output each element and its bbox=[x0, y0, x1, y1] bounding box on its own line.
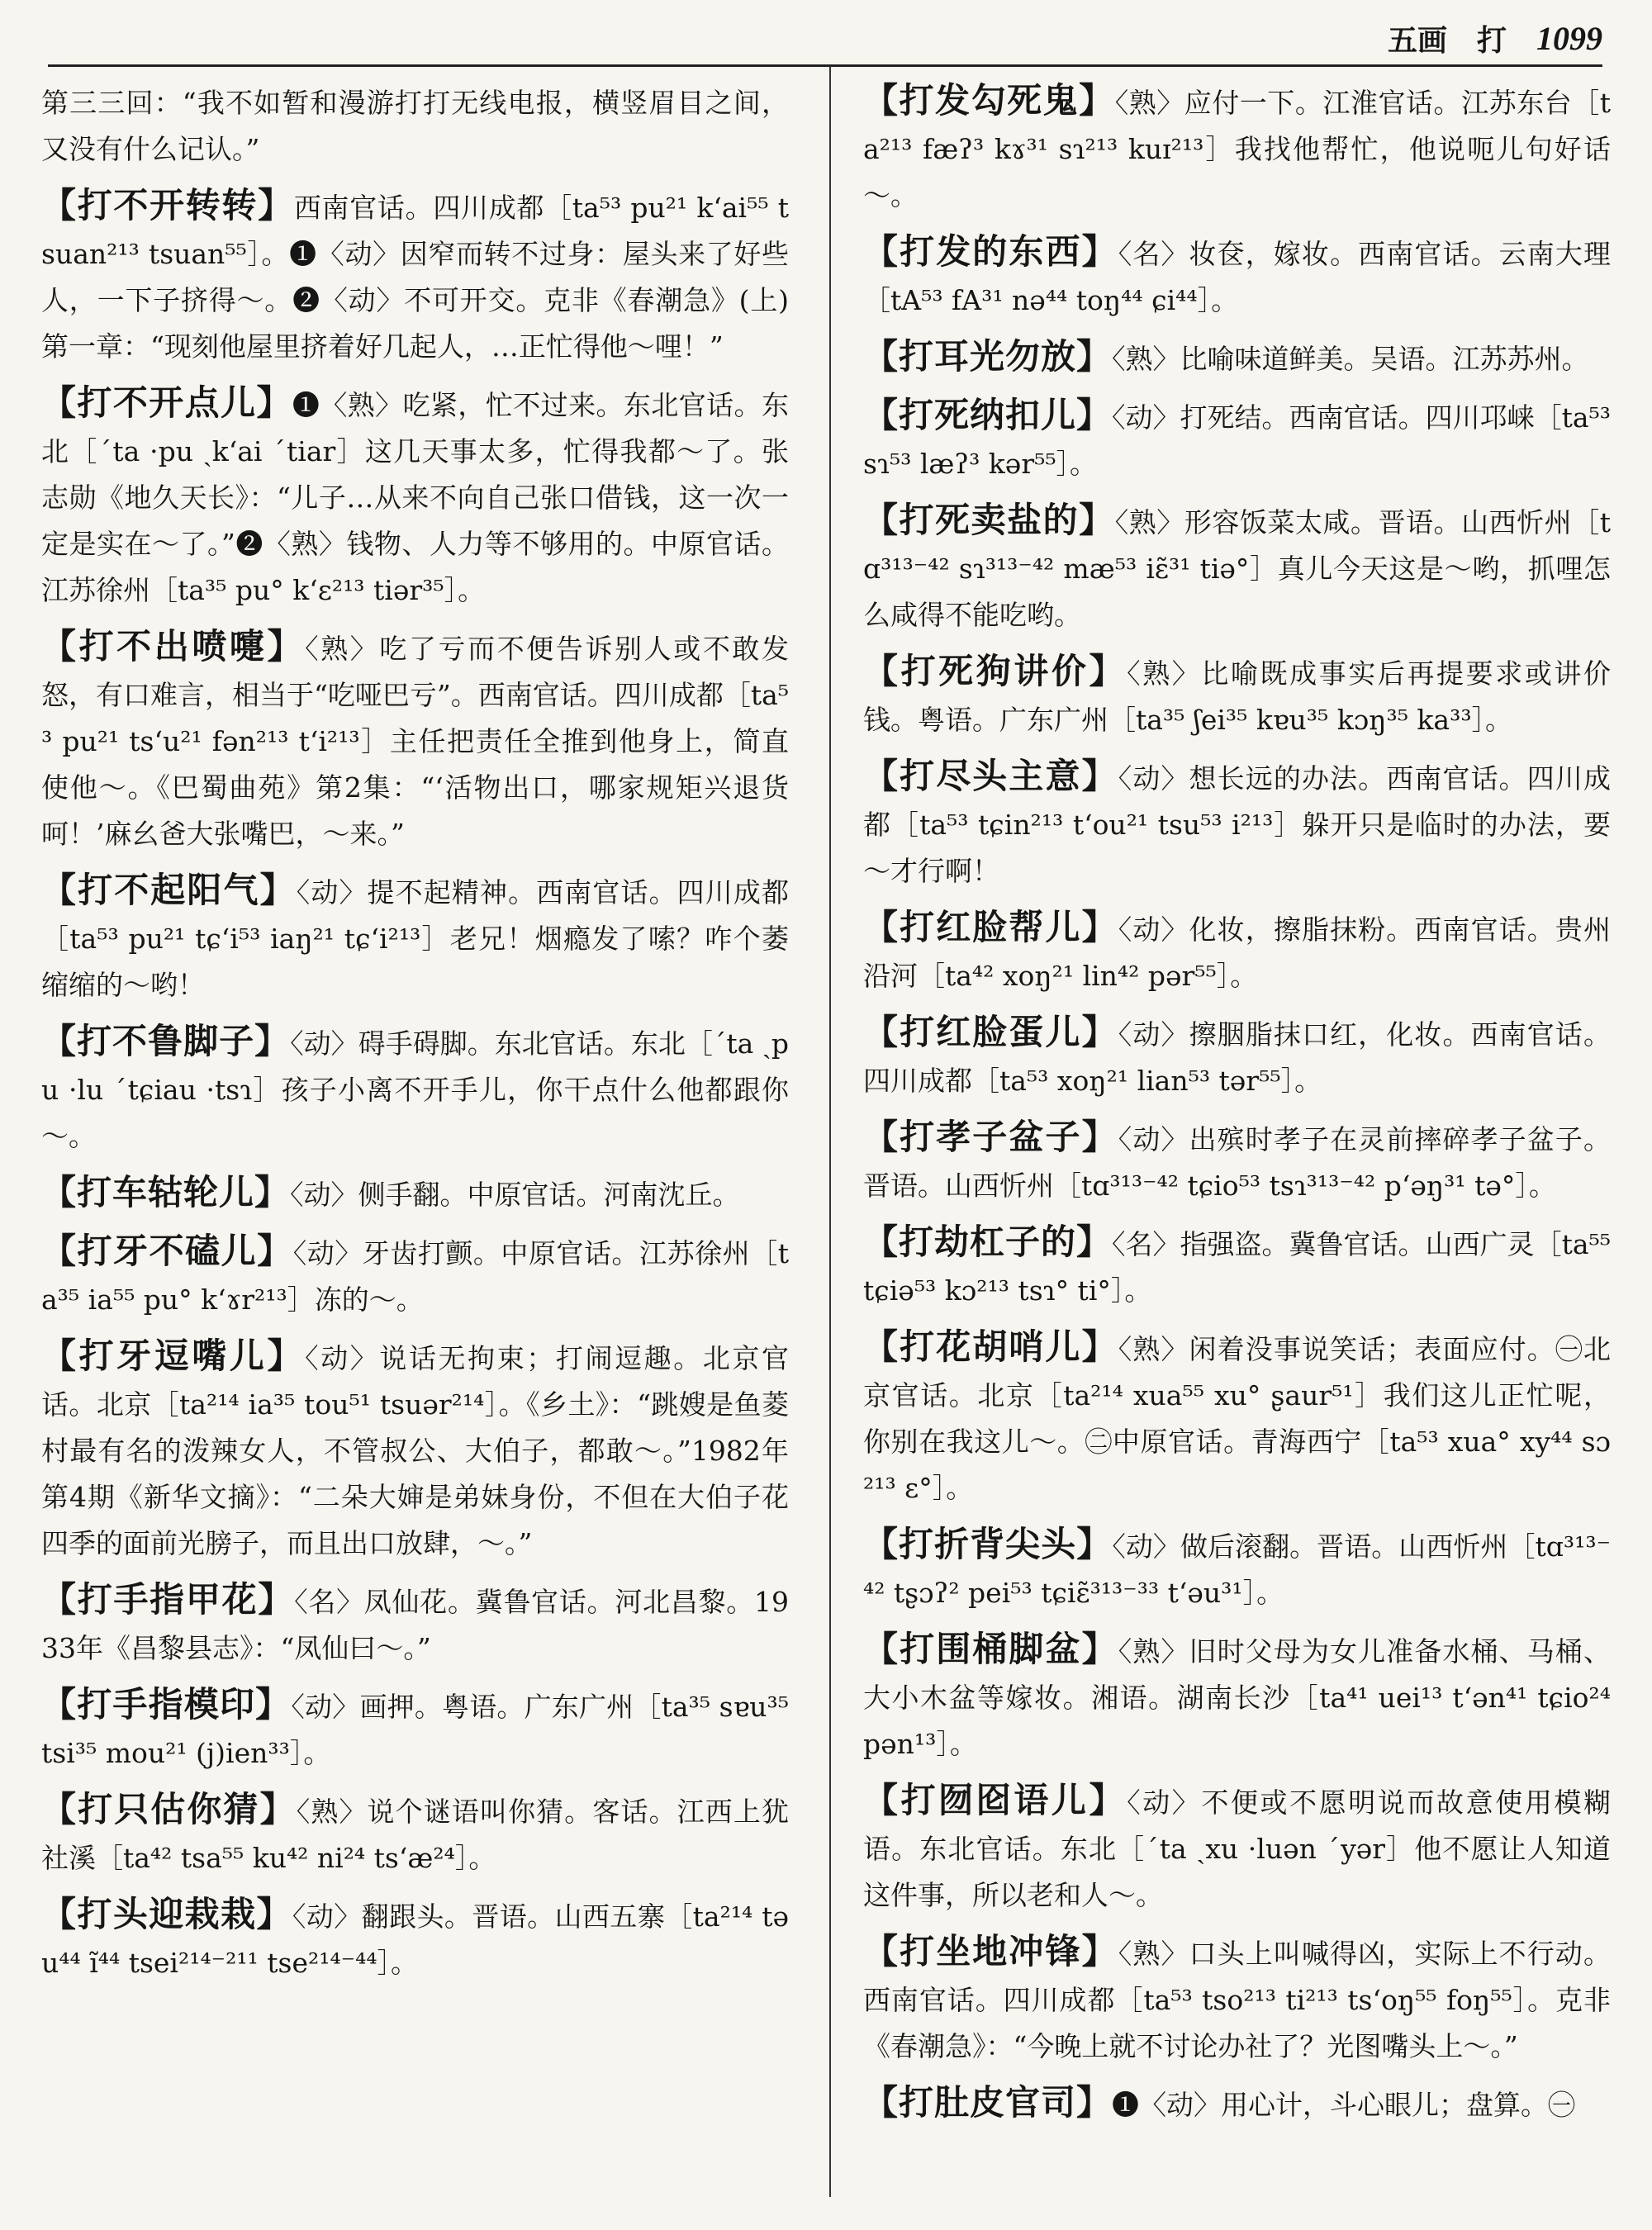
entry-definition: 〈熟〉比喻味道鲜美。吴语。江苏苏州。 bbox=[1112, 343, 1589, 375]
dictionary-entry bbox=[41, 1333, 789, 1567]
entry-definition: 〈熟〉吃了亏而不便告诉别人或不敢发怒，有口难言，相当于“吃哑巴亏”。西南官话。四川成都［ta⁵³ pu²¹ tsʻu²¹ fən²¹³ tʻi²¹³］主任把责任全推到他身上，简直使他～。《巴蜀曲苑》第2集：“‘活物出口，哪家规矩兴退货呵！’麻幺爸大张嘴巴，～来。” bbox=[41, 633, 789, 850]
entry-definition: 〈动〉想长远的办法。西南官话。四川成都［ta⁵³ tɕin²¹³ tʻou²¹ tsu⁵³ i²¹³］躲开只是临时的办法，要～才行啊！ bbox=[863, 762, 1611, 887]
entry-headword: 【打不开点儿】 bbox=[41, 382, 292, 423]
header-char: 打 bbox=[1476, 22, 1507, 58]
header-section: 五画 bbox=[1387, 22, 1447, 58]
entry-definition: 〈熟〉说个谜语叫你猜。客话。江西上犹社溪［ta⁴² tsa⁵⁵ ku⁴² ni²⁴ tsʻæ²⁴］。 bbox=[41, 1796, 789, 1874]
dictionary-entry bbox=[41, 380, 789, 614]
entry-definition: 〈动〉翻跟头。晋语。山西五寨［ta²¹⁴ təu⁴⁴ ĩ⁴⁴ tsei²¹⁴⁻²¹¹ tse²¹⁴⁻⁴⁴］。 bbox=[41, 1900, 789, 1979]
entry-headword: 【打劫杠子的】 bbox=[863, 1222, 1113, 1262]
entry-headword: 【打手指甲花】 bbox=[41, 1579, 295, 1620]
dictionary-entry bbox=[41, 1682, 789, 1777]
dictionary-entry bbox=[41, 1228, 789, 1323]
left-column bbox=[41, 78, 789, 1996]
entry-headword: 【打孝子盆子】 bbox=[863, 1117, 1118, 1157]
dictionary-entry bbox=[863, 1626, 1611, 1767]
column-divider bbox=[829, 66, 831, 2197]
entry-headword: 【打尽头主意】 bbox=[863, 756, 1118, 796]
dictionary-entry bbox=[41, 624, 789, 857]
dictionary-entry bbox=[41, 78, 789, 173]
entry-headword: 【打不起阳气】 bbox=[41, 870, 297, 910]
dictionary-entry bbox=[41, 1577, 789, 1672]
entry-headword: 【打红脸帮儿】 bbox=[863, 907, 1118, 947]
entry-definition: 〈动〉做后滚翻。晋语。山西忻州［tɑ³¹³⁻⁴² tʂɔʔ² pei⁵³ tɕiɛ̃³¹³⁻³³ tʻəu³¹］。 bbox=[863, 1530, 1611, 1609]
entry-definition: 〈熟〉应付一下。江淮官话。江苏东台［ta²¹³ fæʔ³ kɤ³¹ sɿ²¹³ kuɪ²¹³］我找他帮忙，他说呃儿句好话～。 bbox=[863, 87, 1611, 211]
dictionary-entry bbox=[863, 78, 1611, 219]
entry-definition: 〈名〉凤仙花。冀鲁官话。河北昌黎。1933年《昌黎县志》：“凤仙曰～。” bbox=[41, 1586, 789, 1664]
dictionary-entry bbox=[863, 1929, 1611, 2070]
entry-headword: 【打不鲁脚子】 bbox=[41, 1021, 291, 1061]
entry-definition: 〈动〉牙齿打颤。中原官话。江苏徐州［ta³⁵ ia⁵⁵ pu° kʻɤr²¹³］冻的～。 bbox=[41, 1237, 789, 1316]
entry-headword: 【打围桶脚盆】 bbox=[863, 1629, 1118, 1669]
entry-headword: 【打红脸蛋儿】 bbox=[863, 1012, 1118, 1052]
entry-headword: 【打花胡哨儿】 bbox=[863, 1326, 1118, 1367]
dictionary-entry bbox=[863, 648, 1611, 743]
entry-headword: 【打车轱轮儿】 bbox=[41, 1172, 291, 1212]
entry-definition: 〈动〉擦胭脂抹口红，化妆。西南官话。四川成都［ta⁵³ xoŋ²¹ lian⁵³ tər⁵⁵］。 bbox=[863, 1018, 1611, 1097]
running-header bbox=[48, 17, 1602, 59]
entry-headword: 【打死卖盐的】 bbox=[863, 500, 1115, 540]
dictionary-entry bbox=[41, 867, 789, 1008]
dictionary-entry bbox=[863, 392, 1611, 487]
entry-headword: 【打肚皮官司】 bbox=[863, 2082, 1113, 2123]
entry-definition: 〈熟〉口头上叫喊得凶，实际上不行动。西南官话。四川成都［ta⁵³ tso²¹³ ti²¹³ tsʻoŋ⁵⁵ foŋ⁵⁵］。克非《春潮急》：“今晚上就不讨论办社了？光图嘴头上～。” bbox=[863, 1938, 1611, 2062]
entry-headword: 【打发的东西】 bbox=[863, 231, 1118, 272]
entry-definition: 〈熟〉形容饭菜太咸。晋语。山西忻州［tɑ³¹³⁻⁴² sɿ³¹³⁻⁴² mæ⁵³ iɛ̃³¹ tiə°］真儿今天这是～哟，抓哩怎么咸得不能吃哟。 bbox=[863, 506, 1611, 631]
entry-definition: ❶〈动〉用心计，斗心眼儿；盘算。㊀ bbox=[1112, 2089, 1576, 2121]
entry-headword: 【打只估你猜】 bbox=[41, 1789, 297, 1829]
entry-definition: 〈名〉指强盗。冀鲁官话。山西广灵［ta⁵⁵ tɕiə⁵³ kɔ²¹³ tsɿ° ti°］。 bbox=[863, 1228, 1611, 1307]
entry-definition: 〈动〉打死结。西南官话。四川邛崃［ta⁵³ sɿ⁵³ læʔ³ kər⁵⁵］。 bbox=[863, 401, 1611, 480]
entry-definition: 〈动〉不便或不愿明说而故意使用模糊语。东北官话。东北［ˊta ˎxu ·luən ˊyər］他不愿让人知道这件事，所以老和人～。 bbox=[863, 1786, 1611, 1911]
header-rule bbox=[48, 64, 1602, 67]
entry-headword: 【打头迎栽栽】 bbox=[41, 1894, 292, 1934]
entry-headword: 【打死纳扣儿】 bbox=[863, 395, 1113, 435]
entry-headword: 【打牙逗嘴儿】 bbox=[41, 1336, 306, 1376]
page-number: 1099 bbox=[1536, 19, 1602, 57]
entry-definition: 〈动〉说话无拘束；打闹逗趣。北京官话。北京［ta²¹⁴ ia³⁵ tou⁵¹ tsuər²¹⁴］。《乡土》：“跳嫂是鱼菱村最有名的泼辣女人，不管叔公、大伯子，都敢～。”1982年第4期《新华文摘》：“二朵大婶是弟妹身份，不但在大伯子花四季的面前光膀子，而且出口放肆，～。” bbox=[41, 1342, 789, 1559]
dictionary-entry bbox=[863, 904, 1611, 999]
dictionary-entry bbox=[863, 1114, 1611, 1209]
dictionary-entry bbox=[41, 1018, 789, 1160]
entry-headword: 【打耳光勿放】 bbox=[863, 336, 1113, 377]
entry-headword: 【打不出喷嚏】 bbox=[41, 626, 306, 667]
entry-definition: 〈名〉妆奁，嫁妆。西南官话。云南大理［tA⁵³ fA³¹ nə⁴⁴ toŋ⁴⁴ ɕi⁴⁴］。 bbox=[863, 238, 1611, 316]
entry-definition: 〈动〉碍手碍脚。东北官话。东北［ˊta ˎpu ·lu ˊtɕiau ·tsɿ］孩子小离不开手儿，你干点什么他都跟你～。 bbox=[41, 1027, 789, 1152]
entry-definition: 〈动〉出殡时孝子在灵前摔碎孝子盆子。晋语。山西忻州［tɑ³¹³⁻⁴² tɕio⁵³ tsɿ³¹³⁻⁴² pʻəŋ³¹ tə°］。 bbox=[863, 1123, 1611, 1202]
entry-definition: 〈熟〉闲着没事说笑话；表面应付。㊀北京官话。北京［ta²¹⁴ xua⁵⁵ xu° ʂaur⁵¹］我们这儿正忙呢，你别在我这儿～。㊁中原官话。青海西宁［ta⁵³ xua° xy⁴⁴ sɔ²¹³ ɛ°］。 bbox=[863, 1333, 1611, 1504]
dictionary-entry bbox=[863, 1777, 1611, 1919]
dictionary-entry bbox=[863, 334, 1611, 382]
right-column bbox=[863, 78, 1611, 2138]
entry-definition: 〈动〉侧手翻。中原官话。河南沈丘。 bbox=[290, 1179, 740, 1211]
dictionary-entry bbox=[41, 1786, 789, 1881]
entry-headword: 【打发勾死鬼】 bbox=[863, 80, 1115, 121]
entry-definition: 〈动〉化妆，擦脂抹粉。西南官话。贵州沿河［ta⁴² xoŋ²¹ lin⁴² pər⁵⁵］。 bbox=[863, 913, 1611, 992]
entry-headword: 【打不开转转】 bbox=[41, 185, 294, 225]
dictionary-entry bbox=[863, 1009, 1611, 1104]
dictionary-entry bbox=[41, 1170, 789, 1218]
dictionary-entry bbox=[863, 1219, 1611, 1314]
entry-headword: 【打坐地冲锋】 bbox=[863, 1931, 1118, 1971]
dictionary-entry bbox=[863, 1521, 1611, 1616]
dictionary-entry bbox=[41, 183, 789, 370]
entry-headword: 【打死狗讲价】 bbox=[863, 651, 1127, 691]
entry-headword: 【打囫囵语儿】 bbox=[863, 1780, 1127, 1820]
entry-definition: 〈熟〉旧时父母为女儿准备水桶、马桶、大小木盆等嫁妆。湘语。湖南长沙［ta⁴¹ uei¹³ tʻən⁴¹ tɕio²⁴ pən¹³］。 bbox=[863, 1635, 1611, 1760]
entry-definition: 第三三回：“我不如暂和漫游打打无线电报，横竖眉目之间，又没有什么记认。” bbox=[41, 87, 789, 165]
entry-headword: 【打手指模印】 bbox=[41, 1684, 292, 1725]
dictionary-entry bbox=[863, 497, 1611, 638]
dictionary-entry bbox=[863, 2080, 1611, 2128]
entry-headword: 【打牙不磕儿】 bbox=[41, 1231, 293, 1271]
entry-headword: 【打折背尖头】 bbox=[863, 1524, 1113, 1564]
entry-definition: ❶〈熟〉吃紧，忙不过来。东北官话。东北［ˊta ·pu ˎkʻai ˊtiar］这几天事太多，忙得我都～了。张志勋《地久天长》：“儿子…从来不向自己张口借钱，这一次一定是实在～了。”❷〈熟〉钱物、人力等不够用的。中原官话。江苏徐州［ta³⁵ pu° kʻɛ²¹³ tiər³⁵］。 bbox=[41, 389, 789, 606]
dictionary-entry bbox=[863, 1324, 1611, 1511]
dictionary-entry bbox=[863, 753, 1611, 894]
dictionary-entry bbox=[863, 229, 1611, 324]
dictionary-entry bbox=[41, 1891, 789, 1986]
entry-definition: 〈动〉画押。粤语。广东广州［ta³⁵ sɐu³⁵ tsi³⁵ mou²¹ (j)ien³³］。 bbox=[41, 1691, 789, 1769]
entry-definition: 〈熟〉比喻既成事实后再提要求或讲价钱。粤语。广东广州［ta³⁵ ʃei³⁵ kɐu³⁵ kɔŋ³⁵ ka³³］。 bbox=[863, 657, 1611, 736]
entry-definition: 〈动〉提不起精神。西南官话。四川成都［ta⁵³ pu²¹ tɕʻi⁵³ iaŋ²¹ tɕʻi²¹³］老兄！烟瘾发了嗦？咋个萎缩缩的～哟！ bbox=[41, 876, 789, 1001]
entry-definition: 西南官话。四川成都［ta⁵³ pu²¹ kʻai⁵⁵ tsuan²¹³ tsuan⁵⁵］。❶〈动〉因窄而转不过身：屋头来了好些人，一下子挤得～。❷〈动〉不可开交。克非《春潮急》(上)第一章：“现刻他屋里挤着好几起人，…正忙得他～哩！” bbox=[41, 192, 789, 363]
